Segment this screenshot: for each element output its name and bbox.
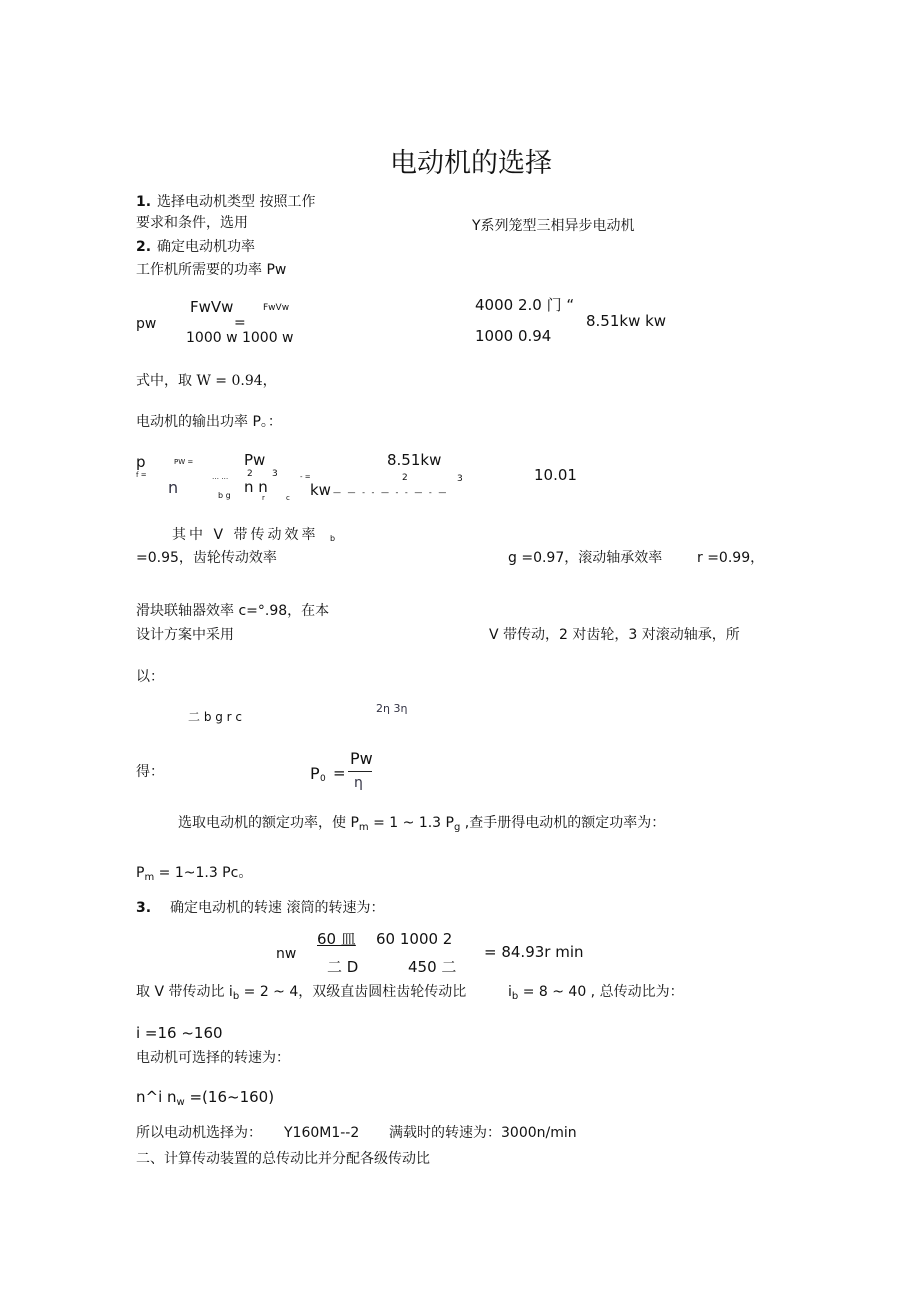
f4-den2: 450 二: [408, 958, 457, 976]
speed-intro: 电动机可选择的转速为：: [136, 1050, 290, 1066]
f4-den1: 二 D: [327, 958, 359, 976]
eff-line3: 滑块联轴器效率 c=°.98，在本: [136, 603, 330, 619]
f3-denominator: η: [354, 775, 363, 791]
f2-exp2b: 2: [402, 473, 408, 483]
f4-nw: nw: [276, 946, 297, 962]
f1-denominator: 1000 w 1000 w: [186, 330, 294, 346]
section-3-heading: 确定电动机的转速 滚筒的转速为：: [170, 900, 385, 916]
f1-equals: =: [234, 315, 246, 331]
f2-kw-unit: kw: [310, 481, 331, 499]
f1-value-numerator: 4000 2.0 门 “: [475, 296, 575, 314]
f4-num2: 60 1000 2: [376, 930, 453, 948]
f2-sub-r: r: [262, 494, 265, 502]
f2-dashes: — — - - — - - — - —: [333, 488, 449, 497]
f3-sub: 0: [320, 774, 326, 784]
f2-exp3b: 3: [457, 474, 463, 484]
f4-num1: 60 皿: [317, 930, 356, 948]
po-intro: 电动机的输出功率 P。：: [136, 414, 282, 430]
section-2-number: 2.: [136, 239, 152, 255]
eff-line2: =0.95，齿轮传动效率: [136, 550, 277, 566]
full-load-speed: 满载时的转速为：3000n/min: [389, 1125, 577, 1141]
get-label: 得：: [136, 764, 164, 780]
eta-equation: 二 b g r c: [188, 710, 243, 724]
f3-numerator: Pw: [350, 749, 373, 768]
rated-line2: $P_m$ = 1~1.3 Pc。: [136, 865, 253, 883]
f2-result: 10.01: [534, 466, 577, 484]
selection-label: 所以电动机选择为：: [136, 1125, 262, 1141]
eff-line4b: V 带传动，2 对齿轮，3 对滚动轴承，所: [489, 627, 740, 643]
f1-numerator: FwVw: [190, 298, 234, 316]
next-section-heading: 二、计算传动装置的总传动比并分配各级传动比: [136, 1151, 430, 1167]
section-1-heading: 选择电动机类型 按照工作: [157, 194, 316, 210]
f1-value-denominator: 1000 0.94: [475, 327, 552, 345]
f2-pw-numerator: Pw: [244, 451, 266, 469]
section-3-number: 3.: [136, 900, 152, 916]
selected-motor-model: Y160M1--2: [284, 1125, 360, 1141]
section-1-number: 1.: [136, 194, 152, 210]
f2-dots: … …: [212, 473, 229, 481]
eff-line4: 设计方案中采用: [136, 627, 234, 643]
f2-sub-c: c: [286, 494, 290, 502]
section-1-line2: 要求和条件，选用: [136, 215, 248, 231]
f2-nn: n n: [244, 478, 268, 496]
f2-exp2: 2: [247, 469, 253, 479]
motor-type: Y系列笼型三相异步电动机: [472, 218, 635, 234]
eta-exponents: 2η 3η: [376, 702, 408, 715]
f2-sub-bg: b g: [218, 491, 231, 500]
f1-mid-numerator: FwVw: [263, 303, 290, 313]
eff-gear: g =0.97，滚动轴承效率: [508, 550, 663, 566]
f1-lhs: pw: [136, 316, 157, 332]
f3-lhs: P: [310, 764, 320, 783]
pw-intro: 工作机所需要的功率 Pw: [136, 262, 287, 278]
f1-result: 8.51kw kw: [586, 312, 667, 330]
eff-line5: 以：: [136, 669, 164, 685]
f2-eta: n: [168, 478, 179, 497]
f4-result: = 84.93r min: [484, 943, 584, 961]
f2-kw-numerator: 8.51kw: [387, 451, 442, 469]
speed-range: n^i $n_w$ =(16~160): [136, 1088, 275, 1108]
eff-line1-sub: b: [330, 534, 336, 543]
eta-w-line: 式中，取 W = 0.94，: [136, 373, 277, 389]
f2-p-sub: f =: [136, 471, 147, 479]
f2-pw-eq: PW =: [174, 458, 194, 466]
f3-fraction-line: [348, 771, 372, 772]
section-2-heading: 确定电动机功率: [157, 239, 255, 255]
eff-line1: 其中 V 带传动效率: [172, 527, 319, 543]
ratio-line-a: 取 V 带传动比 $i_b = 2$ ~ 4，双级直齿圆柱齿轮传动比: [136, 984, 467, 1002]
f2-exp3: 3: [272, 469, 278, 479]
f3-equals: =: [333, 764, 346, 782]
total-ratio-range: i =16 ~160: [136, 1024, 223, 1042]
page-title: 电动机的选择: [390, 148, 552, 179]
f2-p: p: [136, 453, 146, 471]
rated-line1: 选取电动机的额定功率，使 $P_m = 1$ ~ 1.3 $P_g$ ,查手册得电动机的额定功率为：: [178, 815, 666, 833]
f2-eq-mark: - =: [300, 473, 311, 481]
ratio-line-b: $i_b = 8$ ~ 40 , 总传动比为：: [508, 984, 684, 1002]
eff-bearing: r =0.99，: [697, 550, 765, 566]
